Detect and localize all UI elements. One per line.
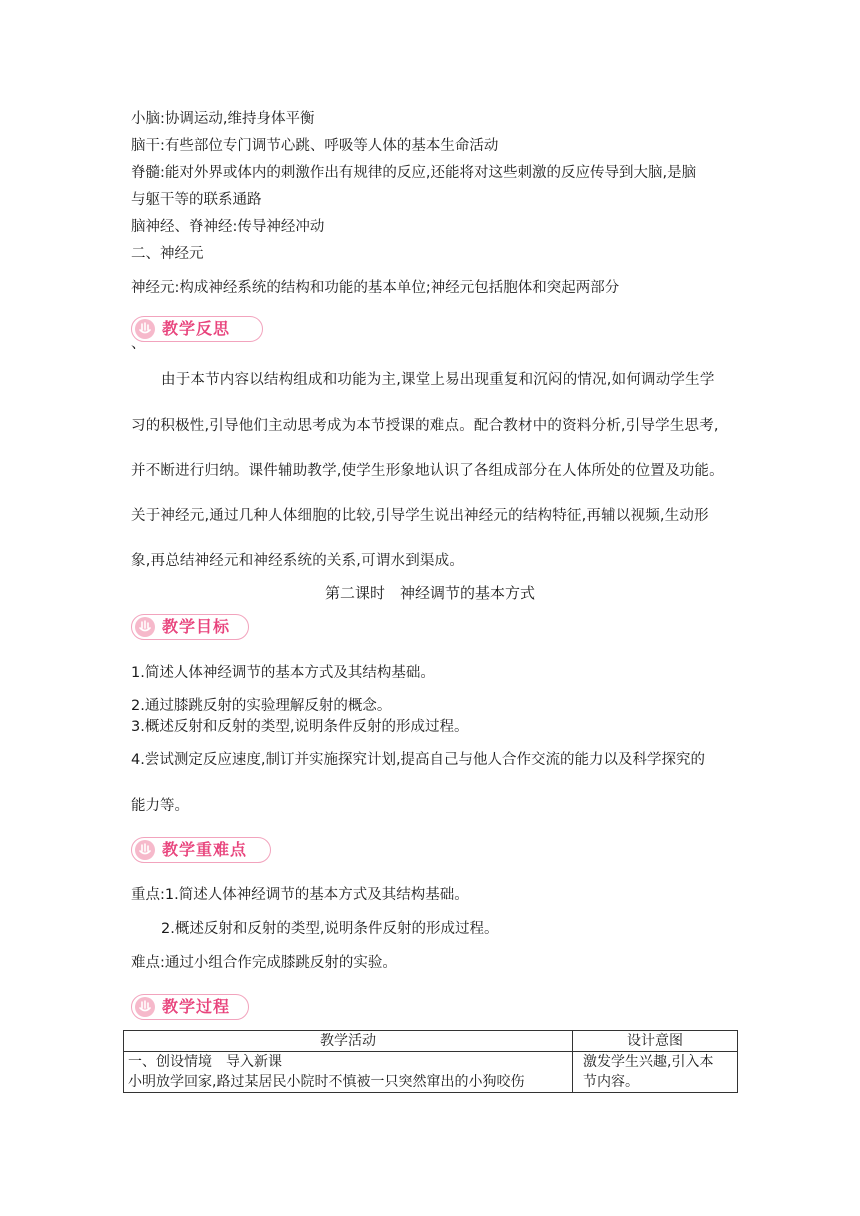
badge-label: 教学过程: [162, 997, 231, 1016]
table-header-cell: 设计意图: [573, 1031, 738, 1052]
key-point-line: 重点:1.简述人体神经调节的基本方式及其结构基础。: [131, 887, 469, 903]
process-table: [123, 1030, 738, 1093]
objective-item: 2.通过膝跳反射的实验理解反射的概念。: [131, 698, 392, 714]
key-points-badge: [131, 837, 271, 863]
text-line: 与躯干等的联系通路: [131, 192, 262, 208]
process-badge: [131, 994, 249, 1020]
paragraph-line: 象,再总结神经元和神经系统的关系,可谓水到渠成。: [131, 553, 465, 569]
reflection-badge: [131, 316, 263, 342]
cell-line: 激发学生兴趣,引入本: [583, 1054, 714, 1070]
text-line: 脑干:有些部位专门调节心跳、呼吸等人体的基本生命活动: [131, 138, 499, 154]
table-cell: [124, 1052, 573, 1093]
badge-hand-icon: [135, 617, 155, 637]
paragraph-line: 关于神经元,通过几种人体细胞的比较,引导学生说出神经元的结构特征,再辅以视频,生动形: [131, 508, 709, 524]
badge-label: 教学目标: [162, 617, 231, 636]
objective-item: 4.尝试测定反应速度,制订并实施探究计划,提高自己与他人合作交流的能力以及科学探究的: [131, 752, 706, 768]
difficulty-line: 难点:通过小组合作完成膝跳反射的实验。: [131, 955, 397, 971]
badge-label: 教学重难点: [162, 840, 248, 859]
table-row: [124, 1052, 738, 1093]
objective-item: 1.简述人体神经调节的基本方式及其结构基础。: [131, 665, 435, 681]
cell-line: 一、创设情境 导入新课: [128, 1054, 282, 1070]
cell-line: 节内容。: [583, 1074, 639, 1090]
badge-hand-icon: [135, 997, 155, 1017]
text-line: 小脑:协调运动,维持身体平衡: [131, 111, 315, 127]
lesson-title: 第二课时 神经调节的基本方式: [324, 584, 535, 602]
cell-line: 小明放学回家,路过某居民小院时不慎被一只突然窜出的小狗咬伤: [128, 1074, 525, 1090]
key-point-line: 2.概述反射和反射的类型,说明条件反射的形成过程。: [161, 921, 499, 937]
objective-item: 3.概述反射和反射的类型,说明条件反射的形成过程。: [131, 719, 469, 735]
objectives-badge: [131, 614, 249, 640]
table-header-cell: 教学活动: [124, 1031, 573, 1052]
section-heading: 二、神经元: [131, 246, 204, 262]
text-line: 脑神经、脊神经:传导神经冲动: [131, 219, 325, 235]
paragraph-line: 习的积极性,引导他们主动思考成为本节授课的难点。配合教材中的资料分析,引导学生思考,: [131, 418, 719, 434]
table-cell: [573, 1052, 738, 1093]
paragraph-line: 并不断进行归纳。课件辅助教学,使学生形象地认识了各组成部分在人体所处的位置及功能。: [131, 463, 724, 479]
badge-label: 教学反思: [162, 319, 231, 338]
table-header-row: [124, 1031, 738, 1052]
text-line: 神经元:构成神经系统的结构和功能的基本单位;神经元包括胞体和突起两部分: [131, 280, 620, 296]
stray-mark: 、: [131, 336, 146, 352]
paragraph-line: 由于本节内容以结构组成和功能为主,课堂上易出现重复和沉闷的情况,如何调动学生学: [161, 372, 715, 388]
objective-item: 能力等。: [131, 798, 189, 814]
badge-hand-icon: [135, 840, 155, 860]
text-line: 脊髓:能对外界或体内的刺激作出有规律的反应,还能将对这些刺激的反应传导到大脑,是脑: [131, 165, 697, 181]
